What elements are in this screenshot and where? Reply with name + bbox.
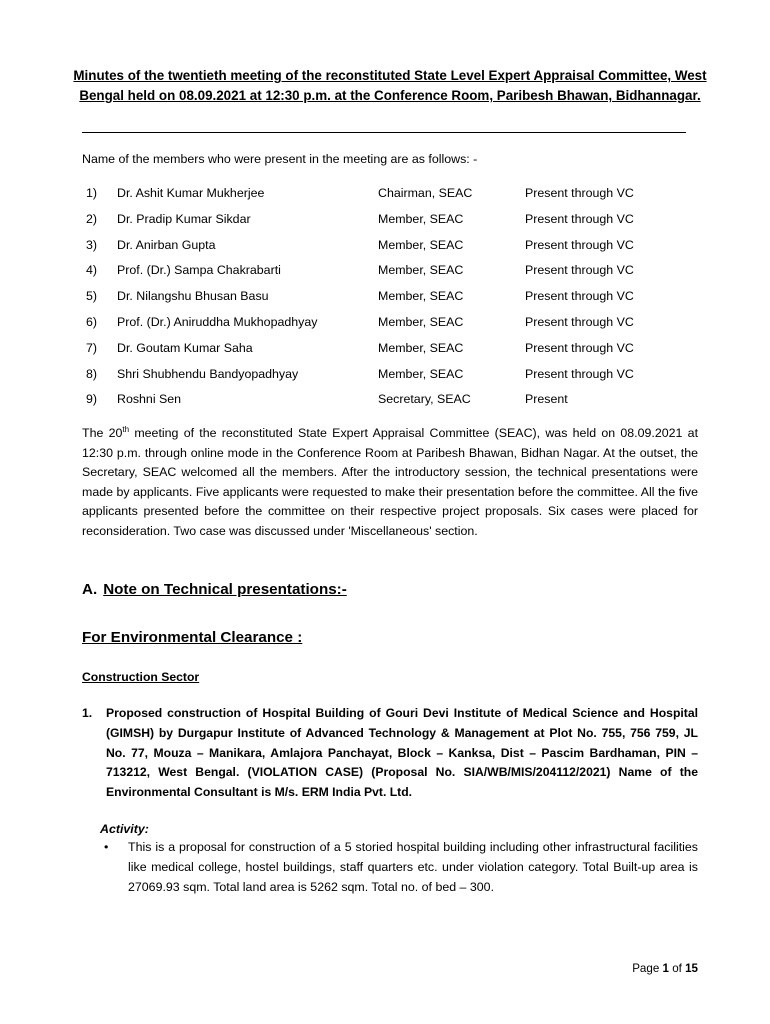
member-status: Present through VC (525, 186, 634, 200)
member-status: Present through VC (525, 314, 634, 329)
member-role: Secretary, SEAC (378, 392, 471, 407)
proposal-item-1 (82, 704, 698, 803)
environmental-clearance-heading: For Environmental Clearance : (82, 629, 303, 646)
member-number: 8) (86, 366, 98, 381)
member-row (82, 238, 702, 264)
member-row (82, 212, 702, 238)
member-role: Member, SEAC (378, 263, 464, 278)
member-role: Member, SEAC (378, 340, 464, 355)
members-list (82, 186, 702, 418)
member-row (82, 315, 702, 341)
member-row (82, 367, 702, 393)
summary-rest: meeting of the reconstituted State Expert Appraisal Committee (SEAC), was held on 08.09.2021 at 12:30 p.m. through online mode in the Conference Room at Paribesh Bhawan, Bidhan Nagar. At the outset, the Secretary, SEAC welcomed all the members. After the introductory session, the technical presentations were made by applicants. Five applicants were requested to make their presentation before the committee. All the five applicants presented before the committee on their respective project proposals. Six cases were placed for reconsideration. Two case was discussed under 'Miscellaneous' section. (82, 426, 699, 538)
member-number: 7) (86, 340, 98, 355)
summary-superscript: th (122, 424, 130, 434)
member-status: Present through VC (525, 340, 634, 355)
footer-of-word: of (672, 962, 682, 975)
member-name: Dr. Goutam Kumar Saha (117, 340, 253, 355)
construction-sector-heading: Construction Sector (82, 670, 200, 684)
member-number: 5) (86, 289, 98, 304)
member-row (82, 341, 702, 367)
member-role: Member, SEAC (378, 211, 464, 226)
member-name: Dr. Anirban Gupta (117, 237, 216, 252)
footer-current-page: 1 (662, 962, 669, 975)
meeting-summary-paragraph (82, 424, 698, 542)
footer-page-word: Page (632, 962, 660, 975)
activity-bullet-text: This is a proposal for construction of a 5 storied hospital building including other infrastructural facilities like medical college, hostel buildings, staff quarters etc. under violation category. Total Built-up area is 27069.93 sqm. Total land area is 5262 sqm. Total no. of bed – 300. (128, 840, 698, 894)
summary-lead: The 20 (82, 426, 123, 440)
member-status: Present through VC (525, 366, 634, 381)
member-name: Roshni Sen (117, 392, 182, 407)
member-number: 2) (86, 211, 98, 226)
member-status: Present through VC (525, 237, 634, 252)
member-row (82, 289, 702, 315)
footer-total-pages: 15 (685, 962, 698, 975)
bullet-dot-icon: • (104, 840, 109, 854)
proposal-number: 1. (82, 706, 93, 720)
section-a-label: Note on Technical presentations:- (103, 581, 347, 598)
title-divider (82, 132, 686, 133)
activity-heading: Activity: (100, 822, 149, 836)
member-role: Member, SEAC (378, 289, 464, 304)
member-role: Chairman, SEAC (378, 186, 473, 200)
member-role: Member, SEAC (378, 237, 464, 252)
member-number: 3) (86, 237, 98, 252)
member-number: 1) (86, 186, 98, 200)
document-title: Minutes of the twentieth meeting of the reconstituted State Level Expert Appraisal Committee, West Bengal held on 08.09.2021 at 12:30 p.m. at the Conference Room, Paribesh Bhawan, Bidhannagar. (73, 68, 707, 103)
member-name: Dr. Ashit Kumar Mukherjee (117, 186, 265, 200)
proposal-text: Proposed construction of Hospital Building of Gouri Devi Institute of Medical Science and Hospital (GIMSH) by Durgapur Institute of Advanced Technology & Management at Plot No. 755, 756 759, JL No. 77, Mouza – Manikara, Amlajora Panchayat, Block – Kanksa, Dist – Pascim Bardhaman, PIN – 713212, West Bengal. (VIOLATION CASE) (Proposal No. SIA/WB/MIS/204112/2021) Name of the Environmental Consultant is M/s. ERM India Pvt. Ltd. (106, 706, 698, 800)
member-row (82, 392, 702, 418)
section-a-heading (82, 581, 347, 598)
member-status: Present through VC (525, 289, 634, 304)
section-a-letter: A. (82, 581, 98, 598)
member-role: Member, SEAC (378, 314, 464, 329)
member-role: Member, SEAC (378, 366, 464, 381)
page-footer (632, 962, 698, 975)
member-name: Dr. Pradip Kumar Sikdar (117, 211, 251, 226)
member-name: Dr. Nilangshu Bhusan Basu (117, 289, 269, 304)
member-number: 4) (86, 263, 98, 278)
member-name: Prof. (Dr.) Sampa Chakrabarti (117, 263, 281, 278)
member-status: Present through VC (525, 211, 634, 226)
member-row (82, 186, 702, 212)
member-name: Prof. (Dr.) Aniruddha Mukhopadhyay (117, 314, 318, 329)
member-number: 6) (86, 314, 98, 329)
member-row (82, 263, 702, 289)
member-number: 9) (86, 392, 98, 407)
activity-bullet (104, 838, 698, 897)
member-status: Present (525, 392, 568, 407)
member-status: Present through VC (525, 263, 634, 278)
attendance-intro: Name of the members who were present in the meeting are as follows: - (82, 152, 478, 166)
member-name: Shri Shubhendu Bandyopadhyay (117, 366, 299, 381)
